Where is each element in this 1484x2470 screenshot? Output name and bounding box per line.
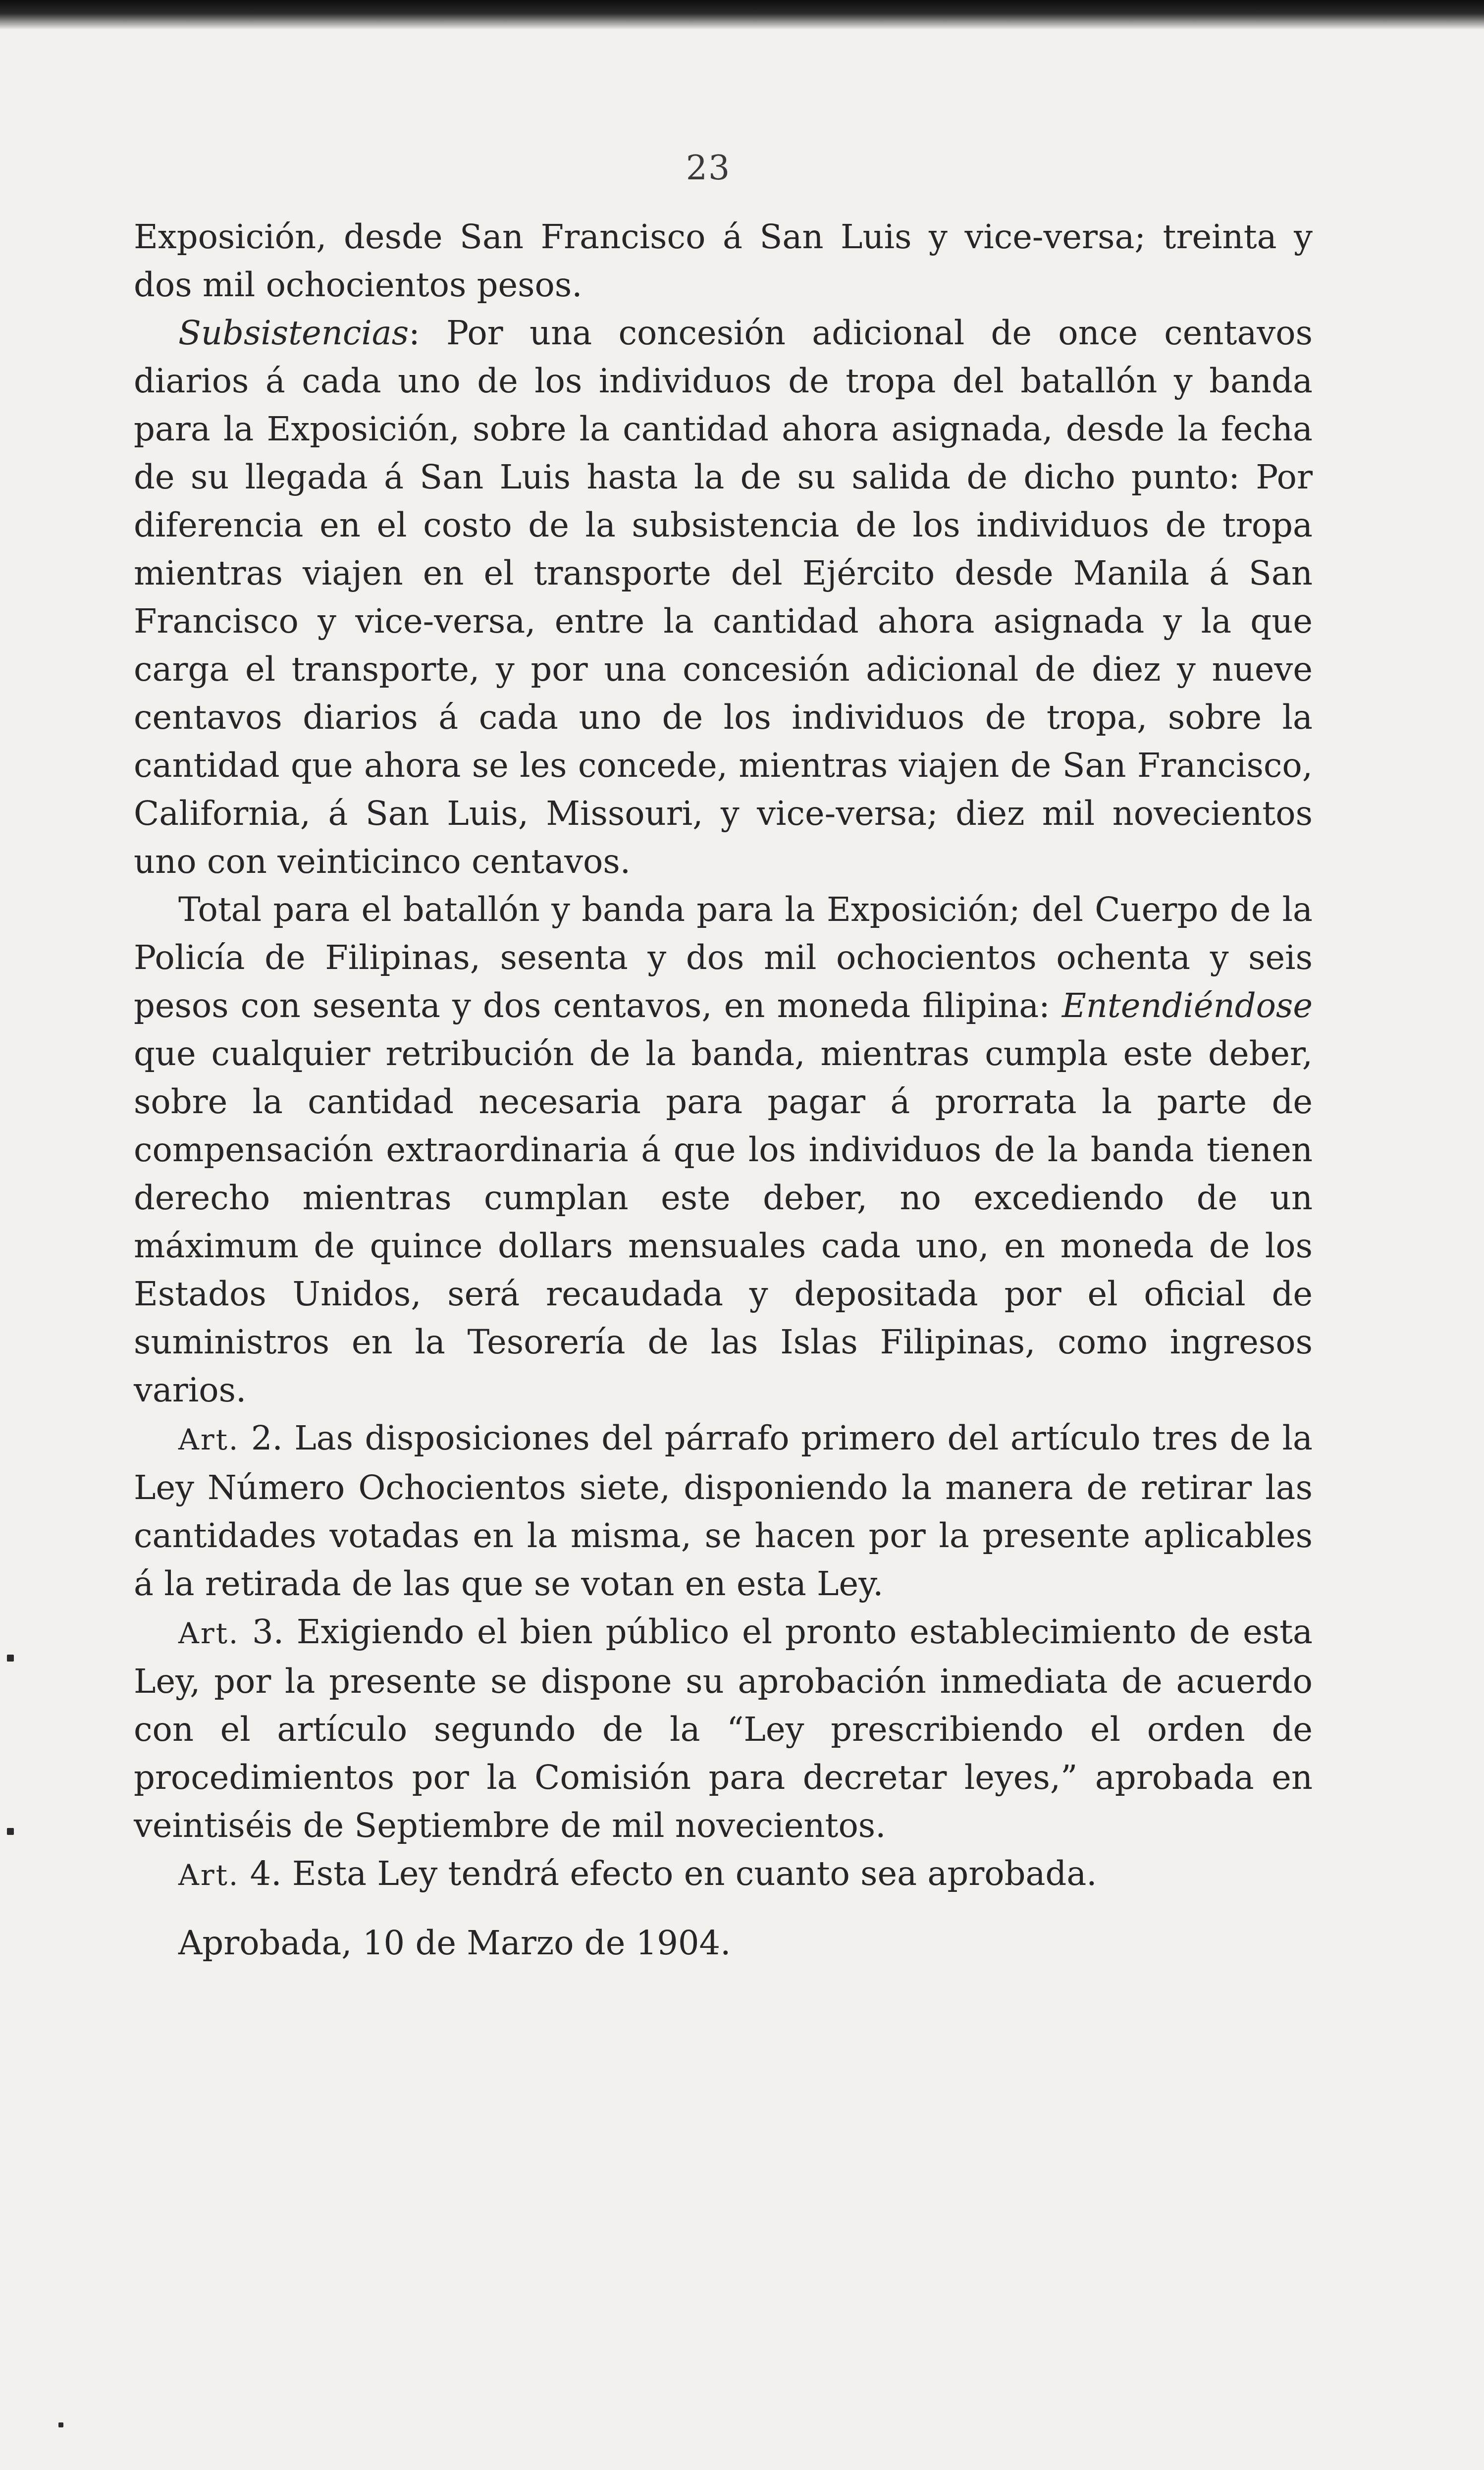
italic-entendiendose: Entendiéndose [1061,986,1313,1025]
document-body [134,213,1313,1967]
scan-top-edge [0,0,1484,30]
article-2 [134,1414,1313,1608]
paragraph-total [134,886,1313,1414]
paragraph-text: : Por una concesión adicional de once centavos diarios á cada uno de los individuos de tropa del batallón y banda para la Exposición, sobre la cantidad ahora asignada, desde la fecha de su llegada á San Luis hasta la de su salida de dicho punto: Por diferencia en el costo de la subsistencia de los individuos de tropa mientras viajen en el transporte del Ejército desde Manila á San Francisco y vice-versa, entre la cantidad ahora asignada y la que carga el transporte, y por una concesión adicional de diez y nueve centavos diarios á cada uno de los individuos de tropa, sobre la cantidad que ahora se les concede, mientras viajen de San Francisco, California, á San Luis, Missouri, y vice-versa; diez mil novecientos uno con veinticinco centavos. [134,314,1313,881]
page-number: 23 [686,149,731,188]
article-3 [134,1608,1313,1850]
article-label: Art. [178,1858,240,1892]
paragraph-text: que cualquier retribución de la banda, mientras cumpla este deber, sobre la cantidad necesaria para pagar á prorrata la parte de compensación extraordinaria á que los individuos de la banda tienen derecho mientras cumplan este deber, no excediendo de un máximum de quince dollars mensuales cada uno, en moneda de los Estados Unidos, será recaudada y depositada por el oficial de suministros en la Tesorería de las Islas Filipinas, como ingresos varios. [134,1034,1313,1409]
paragraph-text: Total para el batallón y banda para la Exposición; del Cuerpo de la Policía de Filipinas, sesenta y dos mil ochocientos ochenta y seis pesos con sesenta y dos centavos, en moneda filipina: [134,890,1313,1025]
scan-speck [58,2422,63,2427]
paragraph-text: Exposición, desde San Francisco á San Luis y vice-versa; treinta y dos mil ochocientos pesos. [134,217,1313,304]
article-label: Art. [178,1616,240,1650]
article-label: Art. [178,1423,240,1456]
article-4 [134,1850,1313,1899]
article-text: 2. Las disposiciones del párrafo primero del artículo tres de la Ley Número Ochocientos siete, disponiendo la manera de retirar las cantidades votadas en la misma, se hacen por la presente aplicables á la retirada de las que se votan en esta Ley. [134,1419,1313,1603]
article-text: 4. Esta Ley tendrá efecto en cuanto sea aprobada. [239,1854,1097,1893]
scan-speck [7,1655,14,1662]
paragraph-exposicion [134,213,1313,309]
scan-speck [7,1828,14,1835]
article-text: 3. Exigiendo el bien público el pronto establecimiento de esta Ley, por la presente se dispone su aprobación inmediata de acuerdo con el artículo segundo de la “Ley prescribiendo el orden de procedimientos por la Comisión para decretar leyes,” aprobada en veintiséis de Septiembre de mil novecientos. [134,1612,1313,1845]
approval-date: Aprobada, 10 de Marzo de 1904. [178,1924,731,1962]
section-label-subsistencias: Subsistencias [178,314,409,352]
paragraph-subsistencias [134,309,1313,886]
